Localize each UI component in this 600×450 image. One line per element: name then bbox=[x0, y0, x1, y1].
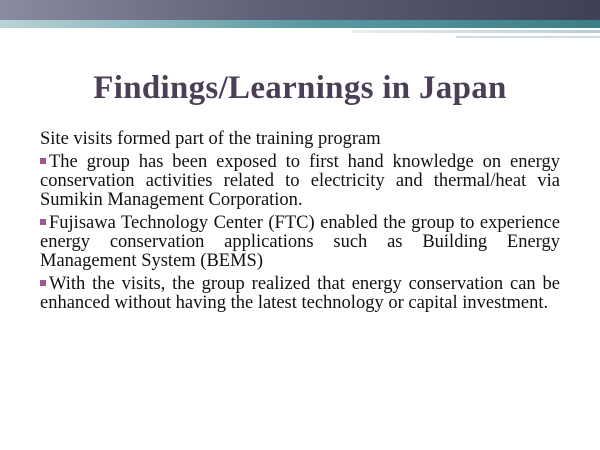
square-bullet-icon bbox=[40, 158, 46, 164]
slide-title: Findings/Learnings in Japan bbox=[93, 70, 507, 106]
bullet-item bbox=[40, 275, 560, 313]
bullet-text: The group has been exposed to first hand knowledge on energy conservation activities related to electricity and thermal/heat via Sumikin Management Corporation. bbox=[40, 152, 560, 210]
top-decor-bar bbox=[0, 0, 600, 20]
top-thin-line bbox=[352, 30, 600, 33]
bullet-text: Fujisawa Technology Center (FTC) enabled the group to experience energy conservation applications such as Building Energy Management System (BEMS) bbox=[40, 213, 560, 271]
square-bullet-icon bbox=[40, 219, 46, 225]
square-bullet-icon bbox=[40, 280, 46, 286]
top-accent-bar bbox=[0, 20, 600, 28]
intro-text: Site visits formed part of the training program bbox=[40, 129, 381, 149]
slide-body bbox=[40, 130, 560, 317]
top-thin-line-secondary bbox=[456, 36, 600, 38]
bullet-item bbox=[40, 153, 560, 210]
bullet-item bbox=[40, 214, 560, 271]
bullet-text: With the visits, the group realized that energy conservation can be enhanced without having the latest technology or capital investment. bbox=[40, 274, 560, 313]
